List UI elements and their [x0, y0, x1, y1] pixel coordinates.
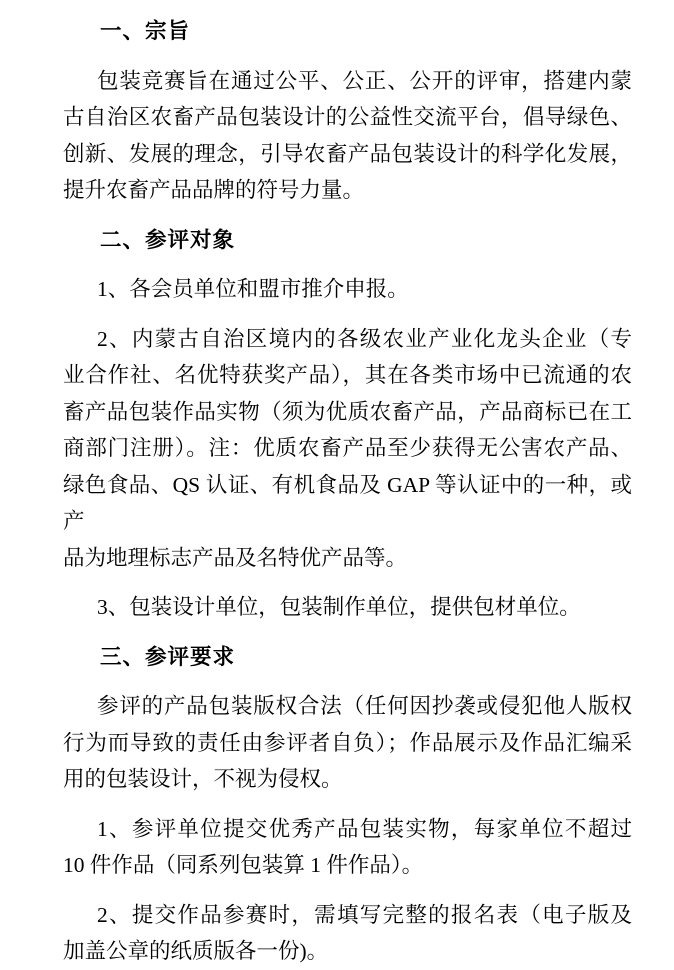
text-line: 1、各会员单位和盟市推介申报。 — [97, 277, 409, 301]
paragraph — [63, 811, 632, 884]
text-line: 用的包装设计，不视为侵权。 — [63, 767, 343, 791]
section-heading: 一、宗旨 — [100, 19, 191, 43]
text-line: 加盖公章的纸质版各一份)。 — [63, 939, 329, 963]
text-line: 提升农畜产品品牌的符号力量。 — [63, 178, 365, 202]
text-line: 包装竞赛旨在通过公平、公正、公开的评审，搭建内蒙 — [97, 68, 632, 93]
paragraph — [63, 63, 632, 209]
section-requirements — [63, 639, 632, 970]
paragraph — [63, 271, 632, 308]
paragraph — [63, 688, 632, 798]
text-line: 1、参评单位提交优秀产品包装实物，每家单位不超过 — [97, 816, 632, 841]
text-line: 行为而导致的责任由参评者自负）；作品展示及作品汇编采 — [63, 730, 632, 755]
section-heading: 二、参评对象 — [100, 227, 236, 252]
text-line: 3、包装设计单位，包装制作单位，提供包材单位。 — [97, 595, 581, 619]
text-line: 品为地理标志产品及名特优产品等。 — [63, 545, 408, 570]
text-line: 创新、发展的理念，引导农畜产品包装设计的科学化发展， — [63, 141, 632, 166]
paragraph — [63, 589, 632, 626]
paragraph — [63, 321, 632, 577]
text-line: 2、提交作品参赛时，需填写完整的报名表（电子版及 — [97, 902, 632, 927]
section-participants — [63, 222, 632, 626]
text-line: 畜产品包装作品实物（须为优质农畜产品，产品商标已在工 — [63, 399, 632, 424]
paragraph — [63, 897, 632, 970]
text-line: 商部门注册）。注：优质农畜产品至少获得无公害农产品、 — [63, 436, 632, 460]
text-line: 业合作社、名优特获奖产品），其在各类市场中已流通的农 — [63, 363, 632, 387]
text-line: 古自治区农畜产品包装设计的公益性交流平台，倡导绿色、 — [63, 105, 632, 129]
text-line: 2、内蒙古自治区境内的各级农业产业化龙头企业（专 — [97, 326, 632, 351]
text-line: 10 件作品（同系列包装算 1 件作品）。 — [63, 853, 424, 877]
section-heading: 三、参评要求 — [100, 644, 236, 669]
text-line: 参评的产品包装版权合法（任何因抄袭或侵犯他人版权 — [97, 694, 632, 718]
text-line: 绿色食品、QS 认证、有机食品及 GAP 等认证中的一种，或产 — [63, 472, 632, 533]
section-purpose — [63, 13, 632, 209]
